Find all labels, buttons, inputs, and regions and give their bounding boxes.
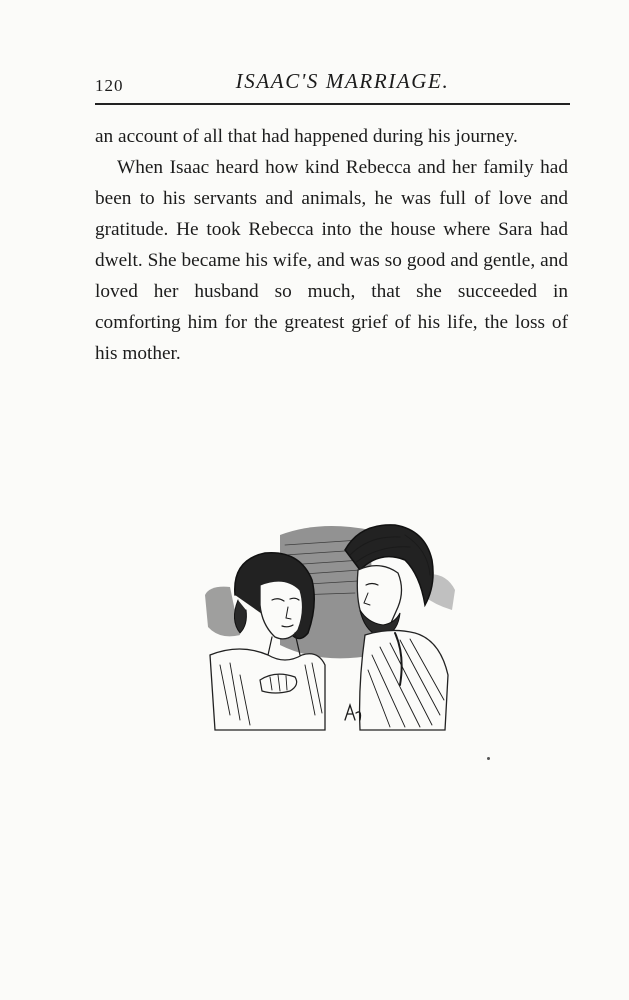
page-number: 120 — [95, 76, 124, 95]
engraving-illustration — [200, 515, 460, 745]
body-text — [95, 121, 568, 369]
running-title: ISAAC'S MARRIAGE. — [235, 69, 450, 93]
running-header — [95, 60, 570, 104]
paragraph-continued: an account of all that had happened during his journey. — [95, 126, 518, 147]
print-speck — [487, 757, 490, 760]
header-rule — [95, 103, 570, 105]
paragraph: When Isaac heard how kind Rebecca and her family had been to his servants and animals, he was full of love and gratitude. He took Rebecca into the house where Sara had dwelt. She became his wife, and was so good and gentle, and loved her husband so much, that she succeeded in comforting him for the greatest grief of his life, the loss of his mother. — [95, 157, 568, 364]
